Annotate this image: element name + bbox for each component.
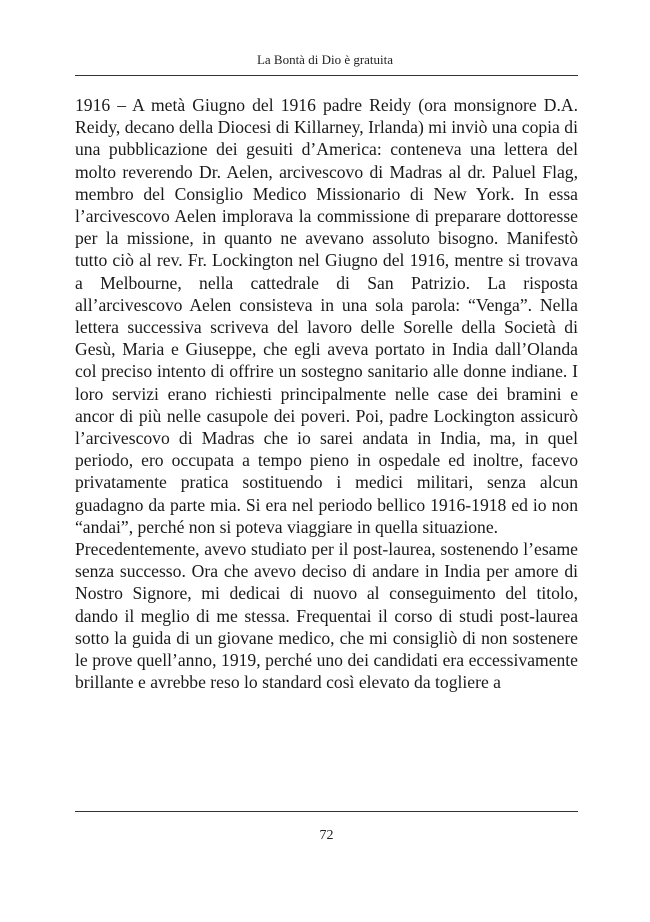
running-header: La Bontà di Dio è gratuita	[256, 52, 394, 67]
header-divider	[75, 75, 578, 76]
footer-divider	[75, 811, 578, 812]
page-number: 72	[319, 828, 334, 843]
paragraph-precedentemente: Precedentemente, avevo studiato per il post-laurea, sostenendo l’esame senza successo. Ora che avevo deciso di andare in India per amore di Nostro Signore, mi dedicai di nuovo al conseguimento del titolo, dando il meglio di me stessa. Frequentai il corso di studi post-laurea sotto la guida di un giovane medico, che mi consigliò di non sostenere le prove quell’anno, 1919, perché uno dei candidati era eccessivamente brillante e avrebbe reso lo standard così elevato da togliere a	[75, 539, 578, 693]
body-text	[75, 94, 578, 693]
paragraph-1916: 1916 – A metà Giugno del 1916 padre Reidy (ora monsignore D.A. Reidy, decano della Diocesi di Killarney, Irlanda) mi inviò una copia di una pubblicazione dei gesuiti d’America: conteneva una lettera del molto reverendo Dr. Aelen, arcivescovo di Madras al dr. Paluel Flag, membro del Consiglio Medico Missionario di New York. In essa l’arcivescovo Aelen implorava la commissione di preparare dottoresse per la missione, in quanto ne avevano assoluto bisogno. Manifestò tutto ciò al rev. Fr. Lockington nel Giugno del 1916, mentre si trovava a Melbourne, nella cattedrale di San Patrizio. La risposta all’arcivescovo Aelen consisteva in una sola parola: “Venga”. Nella lettera successiva scriveva del lavoro delle Sorelle della Società di Gesù, Maria e Giuseppe, che egli aveva portato in India dall’Olanda col preciso intento di offrire un sostegno sanitario alle donne indiane. I loro servizi erano richiesti principalmente nelle case dei bramini e ancor di più nelle casupole dei poveri. Poi, padre Lockington assicurò l’arcivescovo di Madras che io sarei andata in India, ma, in quel periodo, ero occupata a tempo pieno in ospedale ed inoltre, facevo privatamente pratica sostituendo i medici militari, senza alcun guadagno da parte mia. Si era nel periodo bellico 1916-1918 ed io non “andai”, perché non si poteva viaggiare in quella situazione.	[75, 95, 578, 537]
